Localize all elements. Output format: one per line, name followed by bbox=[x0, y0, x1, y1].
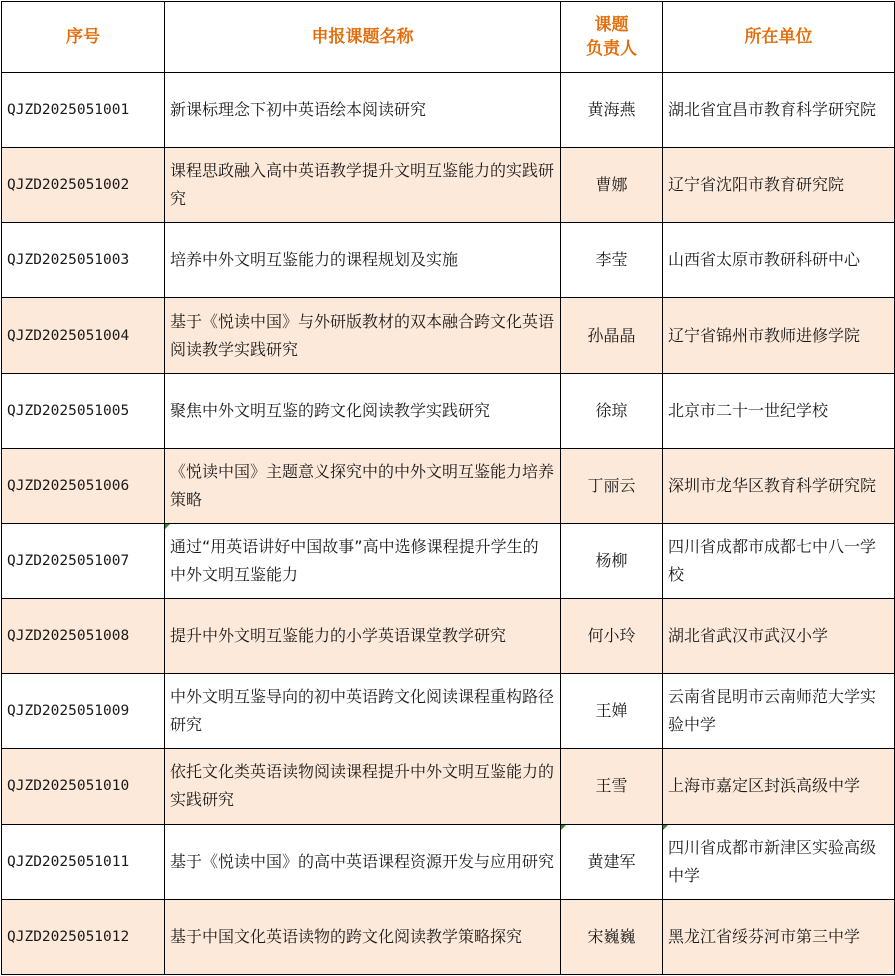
row-leader: 丁丽云 bbox=[561, 448, 663, 523]
header-leader-line1: 课题 bbox=[594, 15, 629, 35]
table-row bbox=[2, 73, 895, 148]
table-row bbox=[2, 223, 895, 298]
row-leader: 孙晶晶 bbox=[561, 298, 663, 373]
table-row bbox=[2, 523, 895, 598]
row-title: 《悦读中国》主题意义探究中的中外文明互鉴能力培养策略 bbox=[165, 448, 561, 523]
row-code: QJZD2025051002 bbox=[2, 148, 165, 223]
row-unit: 湖北省武汉市武汉小学 bbox=[663, 599, 895, 674]
row-code: QJZD2025051004 bbox=[2, 298, 165, 373]
row-unit: 辽宁省锦州市教师进修学院 bbox=[663, 298, 895, 373]
header-title: 申报课题名称 bbox=[165, 2, 561, 73]
table-row bbox=[2, 373, 895, 448]
row-leader: 王婵 bbox=[561, 674, 663, 749]
row-title: 基于《悦读中国》与外研版教材的双本融合跨文化英语阅读教学实践研究 bbox=[165, 298, 561, 373]
row-unit: 黑龙江省绥芬河市第三中学 bbox=[663, 899, 895, 974]
table-row bbox=[2, 599, 895, 674]
row-unit: 山西省太原市教研科研中心 bbox=[663, 223, 895, 298]
row-title: 提升中外文明互鉴能力的小学英语课堂教学研究 bbox=[165, 599, 561, 674]
row-title: 基于中国文化英语读物的跨文化阅读教学策略探究 bbox=[165, 899, 561, 974]
row-title: 新课标理念下初中英语绘本阅读研究 bbox=[165, 73, 561, 148]
row-title: 基于《悦读中国》的高中英语课程资源开发与应用研究 bbox=[165, 824, 561, 899]
row-leader: 何小玲 bbox=[561, 599, 663, 674]
table-row bbox=[2, 674, 895, 749]
table-row bbox=[2, 749, 895, 824]
header-row bbox=[2, 2, 895, 73]
table-row bbox=[2, 824, 895, 899]
row-code: QJZD2025051009 bbox=[2, 674, 165, 749]
table-row bbox=[2, 448, 895, 523]
row-title: 中外文明互鉴导向的初中英语跨文化阅读课程重构路径研究 bbox=[165, 674, 561, 749]
row-unit: 云南省昆明市云南师范大学实验中学 bbox=[663, 674, 895, 749]
row-unit: 深圳市龙华区教育科学研究院 bbox=[663, 448, 895, 523]
row-code: QJZD2025051006 bbox=[2, 448, 165, 523]
row-code: QJZD2025051008 bbox=[2, 599, 165, 674]
row-unit: 四川省成都市新津区实验高级中学 bbox=[663, 824, 895, 899]
table-row bbox=[2, 899, 895, 974]
table-row bbox=[2, 298, 895, 373]
project-table bbox=[1, 1, 895, 975]
row-code: QJZD2025051001 bbox=[2, 73, 165, 148]
row-leader: 宋巍巍 bbox=[561, 899, 663, 974]
row-title: 依托文化类英语读物阅读课程提升中外文明互鉴能力的实践研究 bbox=[165, 749, 561, 824]
row-code: QJZD2025051011 bbox=[2, 824, 165, 899]
row-leader: 黄建军 bbox=[561, 824, 663, 899]
header-unit: 所在单位 bbox=[663, 2, 895, 73]
row-unit: 上海市嘉定区封浜高级中学 bbox=[663, 749, 895, 824]
row-leader: 杨柳 bbox=[561, 523, 663, 598]
row-leader: 李莹 bbox=[561, 223, 663, 298]
row-title: 课程思政融入高中英语教学提升文明互鉴能力的实践研究 bbox=[165, 148, 561, 223]
row-unit: 北京市二十一世纪学校 bbox=[663, 373, 895, 448]
row-code: QJZD2025051003 bbox=[2, 223, 165, 298]
row-leader: 王雪 bbox=[561, 749, 663, 824]
row-code: QJZD2025051012 bbox=[2, 899, 165, 974]
row-code: QJZD2025051007 bbox=[2, 523, 165, 598]
row-leader: 徐琼 bbox=[561, 373, 663, 448]
row-leader: 曹娜 bbox=[561, 148, 663, 223]
header-leader bbox=[561, 2, 663, 73]
row-code: QJZD2025051005 bbox=[2, 373, 165, 448]
row-unit: 湖北省宜昌市教育科学研究院 bbox=[663, 73, 895, 148]
header-leader-line2: 负责人 bbox=[586, 39, 637, 59]
row-title: 聚焦中外文明互鉴的跨文化阅读教学实践研究 bbox=[165, 373, 561, 448]
row-unit: 四川省成都市成都七中八一学校 bbox=[663, 523, 895, 598]
table-row bbox=[2, 148, 895, 223]
row-code: QJZD2025051010 bbox=[2, 749, 165, 824]
row-leader: 黄海燕 bbox=[561, 73, 663, 148]
row-unit: 辽宁省沈阳市教育研究院 bbox=[663, 148, 895, 223]
row-title: 通过“用英语讲好中国故事”高中选修课程提升学生的中外文明互鉴能力 bbox=[165, 523, 561, 598]
row-title: 培养中外文明互鉴能力的课程规划及实施 bbox=[165, 223, 561, 298]
header-index: 序号 bbox=[2, 2, 165, 73]
